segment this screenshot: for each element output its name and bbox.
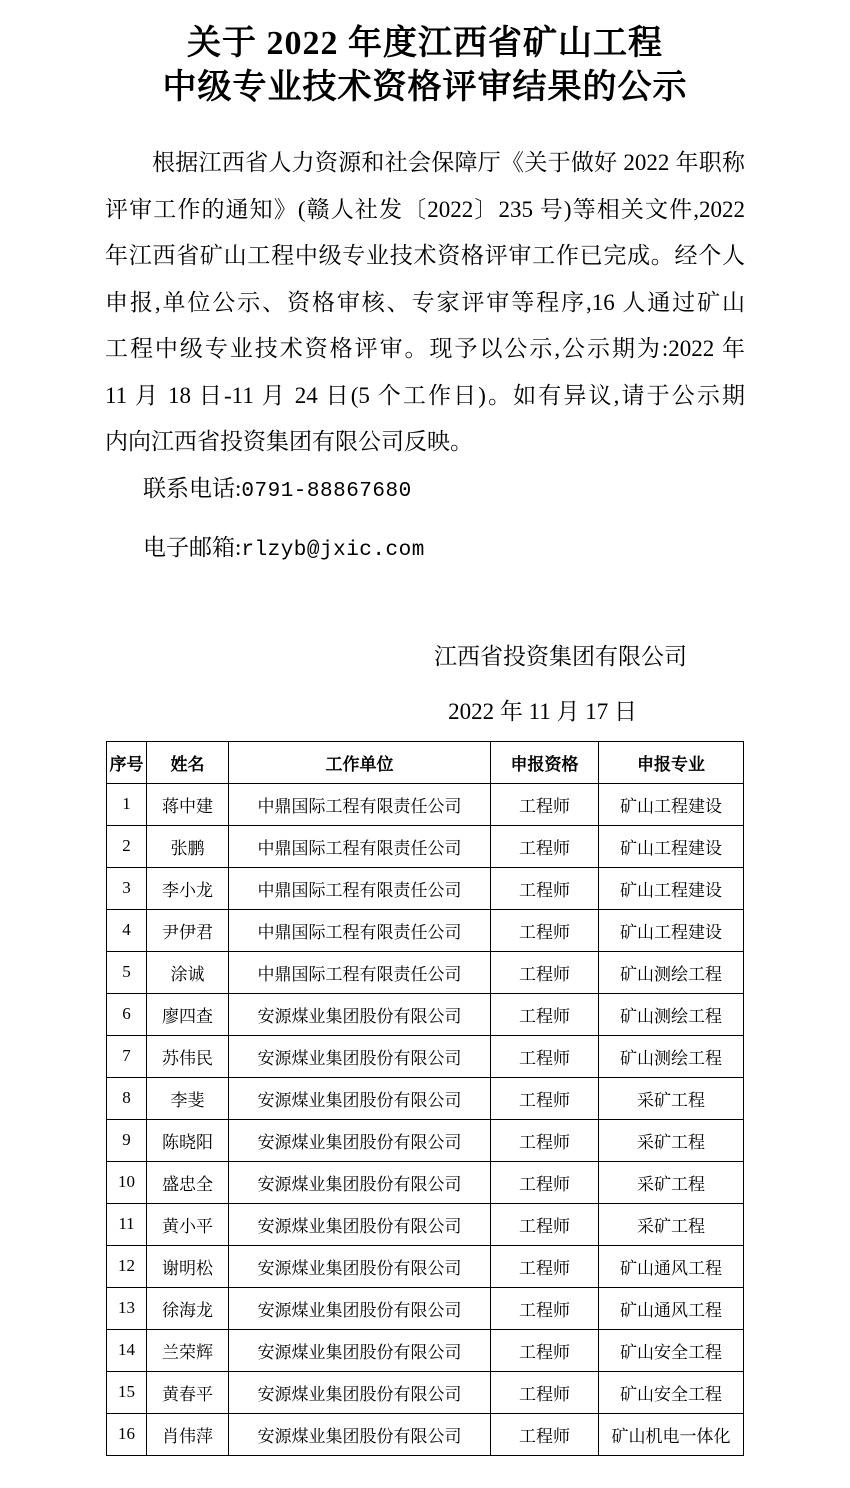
cell-work-unit: 安源煤业集团股份有限公司: [229, 1413, 491, 1455]
table-row: [107, 1413, 744, 1455]
table-row: [107, 909, 744, 951]
cell-index: 9: [107, 1119, 147, 1161]
cell-index: 16: [107, 1413, 147, 1455]
cell-specialty: 矿山测绘工程: [599, 993, 744, 1035]
cell-name: 蒋中建: [147, 783, 229, 825]
title-line-2: 中级专业技术资格评审结果的公示: [162, 69, 688, 106]
cell-qualification: 工程师: [491, 951, 599, 993]
cell-index: 4: [107, 909, 147, 951]
table-row: [107, 1077, 744, 1119]
cell-index: 1: [107, 783, 147, 825]
cell-work-unit: 安源煤业集团股份有限公司: [229, 1371, 491, 1413]
cell-specialty: 矿山工程建设: [599, 909, 744, 951]
table-row: [107, 993, 744, 1035]
cell-name: 徐海龙: [147, 1287, 229, 1329]
cell-specialty: 矿山工程建设: [599, 783, 744, 825]
column-header-work-unit: 工作单位: [229, 741, 491, 783]
cell-name: 兰荣辉: [147, 1329, 229, 1371]
paragraph-line: 年江西省矿山工程中级专业技术资格评审工作已完成。经个人: [105, 243, 745, 268]
cell-index: 11: [107, 1203, 147, 1245]
cell-name: 涂诚: [147, 951, 229, 993]
column-header-specialty: 申报专业: [599, 741, 744, 783]
cell-qualification: 工程师: [491, 1413, 599, 1455]
contact-phone-value: 0791-88867680: [241, 479, 412, 503]
table-row: [107, 1119, 744, 1161]
cell-work-unit: 中鼎国际工程有限责任公司: [229, 783, 491, 825]
cell-name: 陈晓阳: [147, 1119, 229, 1161]
cell-specialty: 采矿工程: [599, 1203, 744, 1245]
paragraph-line: 11 月 18 日-11 月 24 日(5 个工作日)。如有异议,请于公示期: [105, 382, 745, 408]
cell-specialty: 采矿工程: [599, 1077, 744, 1119]
cell-qualification: 工程师: [491, 783, 599, 825]
cell-work-unit: 安源煤业集团股份有限公司: [229, 1035, 491, 1077]
cell-qualification: 工程师: [491, 1329, 599, 1371]
signature-block: [0, 634, 850, 735]
contact-phone-label: 联系电话:: [143, 475, 242, 501]
paragraph-line: 评审工作的通知》(赣人社发〔2022〕235 号)等相关文件,2022: [105, 196, 745, 222]
cell-qualification: 工程师: [491, 825, 599, 867]
column-header-index: 序号: [107, 741, 147, 783]
table-row: [107, 1035, 744, 1077]
cell-qualification: 工程师: [491, 1287, 599, 1329]
header-row: [107, 741, 744, 783]
column-header-name: 姓名: [147, 741, 229, 783]
cell-index: 6: [107, 993, 147, 1035]
cell-work-unit: 安源煤业集团股份有限公司: [229, 1203, 491, 1245]
cell-name: 李小龙: [147, 867, 229, 909]
table-row: [107, 1287, 744, 1329]
title-line-1: 关于 2022 年度江西省矿山工程: [187, 25, 663, 62]
cell-index: 15: [107, 1371, 147, 1413]
table-row: [107, 1161, 744, 1203]
cell-index: 3: [107, 867, 147, 909]
cell-specialty: 矿山安全工程: [599, 1329, 744, 1371]
cell-specialty: 采矿工程: [599, 1119, 744, 1161]
table-row: [107, 1203, 744, 1245]
cell-work-unit: 中鼎国际工程有限责任公司: [229, 825, 491, 867]
table-row: [107, 867, 744, 909]
results-table: [106, 741, 744, 1456]
table-row: [107, 1371, 744, 1413]
cell-work-unit: 安源煤业集团股份有限公司: [229, 1329, 491, 1371]
cell-index: 2: [107, 825, 147, 867]
cell-name: 李斐: [147, 1077, 229, 1119]
cell-work-unit: 中鼎国际工程有限责任公司: [229, 867, 491, 909]
cell-name: 尹伊君: [147, 909, 229, 951]
table-row: [107, 825, 744, 867]
table-row: [107, 783, 744, 825]
table-row: [107, 1245, 744, 1287]
cell-index: 13: [107, 1287, 147, 1329]
cell-specialty: 矿山工程建设: [599, 825, 744, 867]
cell-name: 苏伟民: [147, 1035, 229, 1077]
cell-index: 8: [107, 1077, 147, 1119]
results-table-body: [107, 783, 744, 1455]
cell-qualification: 工程师: [491, 1119, 599, 1161]
signature-date: 2022 年 11 月 17 日: [448, 698, 637, 724]
cell-name: 肖伟萍: [147, 1413, 229, 1455]
cell-specialty: 矿山通风工程: [599, 1245, 744, 1287]
cell-qualification: 工程师: [491, 1203, 599, 1245]
cell-qualification: 工程师: [491, 909, 599, 951]
cell-work-unit: 中鼎国际工程有限责任公司: [229, 951, 491, 993]
cell-specialty: 矿山测绘工程: [599, 1035, 744, 1077]
cell-specialty: 采矿工程: [599, 1161, 744, 1203]
table-row: [107, 1329, 744, 1371]
cell-work-unit: 安源煤业集团股份有限公司: [229, 1119, 491, 1161]
cell-index: 10: [107, 1161, 147, 1203]
cell-work-unit: 安源煤业集团股份有限公司: [229, 1245, 491, 1287]
cell-name: 黄春平: [147, 1371, 229, 1413]
contact-email-line: [143, 525, 850, 574]
cell-qualification: 工程师: [491, 1077, 599, 1119]
paragraph-line: 根据江西省人力资源和社会保障厅《关于做好 2022 年职称: [152, 150, 745, 175]
column-header-qualification: 申报资格: [491, 741, 599, 783]
paragraph-line: 工程中级专业技术资格评审。现予以公示,公示期为:2022 年: [105, 336, 745, 361]
paragraph-line: 申报,单位公示、资格审核、专家评审等程序,16 人通过矿山: [105, 289, 745, 315]
cell-name: 黄小平: [147, 1203, 229, 1245]
table-row: [107, 951, 744, 993]
document-title: [0, 22, 850, 110]
cell-qualification: 工程师: [491, 1371, 599, 1413]
paragraph-line: 内向江西省投资集团有限公司反映。: [105, 429, 473, 454]
cell-name: 张鹏: [147, 825, 229, 867]
results-table-header: [107, 741, 744, 783]
cell-index: 7: [107, 1035, 147, 1077]
contact-phone-line: [143, 466, 850, 515]
cell-qualification: 工程师: [491, 1245, 599, 1287]
cell-qualification: 工程师: [491, 993, 599, 1035]
cell-work-unit: 安源煤业集团股份有限公司: [229, 993, 491, 1035]
cell-work-unit: 安源煤业集团股份有限公司: [229, 1161, 491, 1203]
cell-name: 廖四查: [147, 993, 229, 1035]
cell-specialty: 矿山机电一体化: [599, 1413, 744, 1455]
cell-specialty: 矿山通风工程: [599, 1287, 744, 1329]
cell-qualification: 工程师: [491, 1161, 599, 1203]
cell-specialty: 矿山工程建设: [599, 867, 744, 909]
cell-name: 盛忠全: [147, 1161, 229, 1203]
contact-email-value: rlzyb@jxic.com: [241, 538, 425, 562]
signature-organization: 江西省投资集团有限公司: [434, 643, 687, 669]
body-paragraph: [105, 140, 745, 466]
cell-name: 谢明松: [147, 1245, 229, 1287]
cell-index: 12: [107, 1245, 147, 1287]
cell-work-unit: 安源煤业集团股份有限公司: [229, 1077, 491, 1119]
cell-work-unit: 安源煤业集团股份有限公司: [229, 1287, 491, 1329]
cell-work-unit: 中鼎国际工程有限责任公司: [229, 909, 491, 951]
contact-email-label: 电子邮箱:: [143, 534, 242, 560]
cell-index: 14: [107, 1329, 147, 1371]
cell-specialty: 矿山安全工程: [599, 1371, 744, 1413]
cell-qualification: 工程师: [491, 1035, 599, 1077]
cell-specialty: 矿山测绘工程: [599, 951, 744, 993]
cell-index: 5: [107, 951, 147, 993]
cell-qualification: 工程师: [491, 867, 599, 909]
